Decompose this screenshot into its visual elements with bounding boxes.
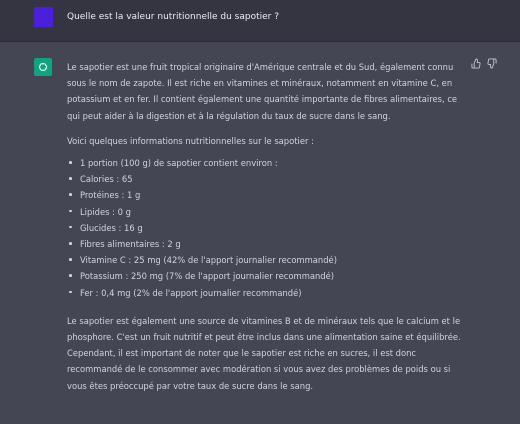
assistant-message bbox=[67, 59, 467, 394]
list-item: Lipides : 0 g bbox=[67, 204, 467, 220]
list-item: Fibres alimentaires : 2 g bbox=[67, 236, 467, 252]
list-item: Calories : 65 bbox=[67, 171, 467, 187]
user-message-text: Quelle est la valeur nutritionnelle du sapotier ? bbox=[67, 12, 279, 22]
user-avatar bbox=[34, 7, 53, 27]
list-item: 1 portion (100 g) de sapotier contient environ : bbox=[67, 155, 467, 171]
user-message-row bbox=[0, 0, 520, 42]
thumbs-up-icon[interactable] bbox=[471, 58, 482, 69]
list-item: Protéines : 1 g bbox=[67, 187, 467, 203]
message-actions bbox=[471, 58, 497, 69]
list-item: Glucides : 16 g bbox=[67, 220, 467, 236]
intro-paragraph: Le sapotier est une fruit tropical originaire d'Amérique centrale et du Sud, également connu sous le nom de zapote. Il est riche en vitamines et minéraux, notamment en vitamine C, en potassium et en fer. Il contient également une quantité importante de fibres alimentaires, ce qui peut aider à la digestion et à la régulation du taux de sucre dans le sang. bbox=[67, 62, 458, 121]
assistant-avatar bbox=[34, 58, 52, 76]
openai-logo-icon bbox=[37, 61, 49, 73]
lead-paragraph: Voici quelques informations nutritionnelles sur le sapotier : bbox=[67, 135, 314, 146]
conclusion-paragraph: Le sapotier est également une source de vitamines B et de minéraux tels que le calcium et le phosphore. C'est un fruit nutritif et peut être inclus dans une alimentation saine et équilibrée. Cependant, il est important de noter que le sapotier est riche en sucres, il est donc recommandé de le consommer avec modération si vous avez des problèmes de poids ou si vous êtes préoccupé par votre taux de sucre dans le sang. bbox=[67, 315, 461, 391]
list-item: Potassium : 250 mg (7% de l'apport journalier recommandé) bbox=[67, 268, 467, 284]
nutrition-list bbox=[67, 155, 467, 301]
thumbs-down-icon[interactable] bbox=[486, 58, 497, 69]
list-item: Vitamine C : 25 mg (42% de l'apport journalier recommandé) bbox=[67, 252, 467, 268]
list-item: Fer : 0,4 mg (2% de l'apport journalier recommandé) bbox=[67, 285, 467, 301]
